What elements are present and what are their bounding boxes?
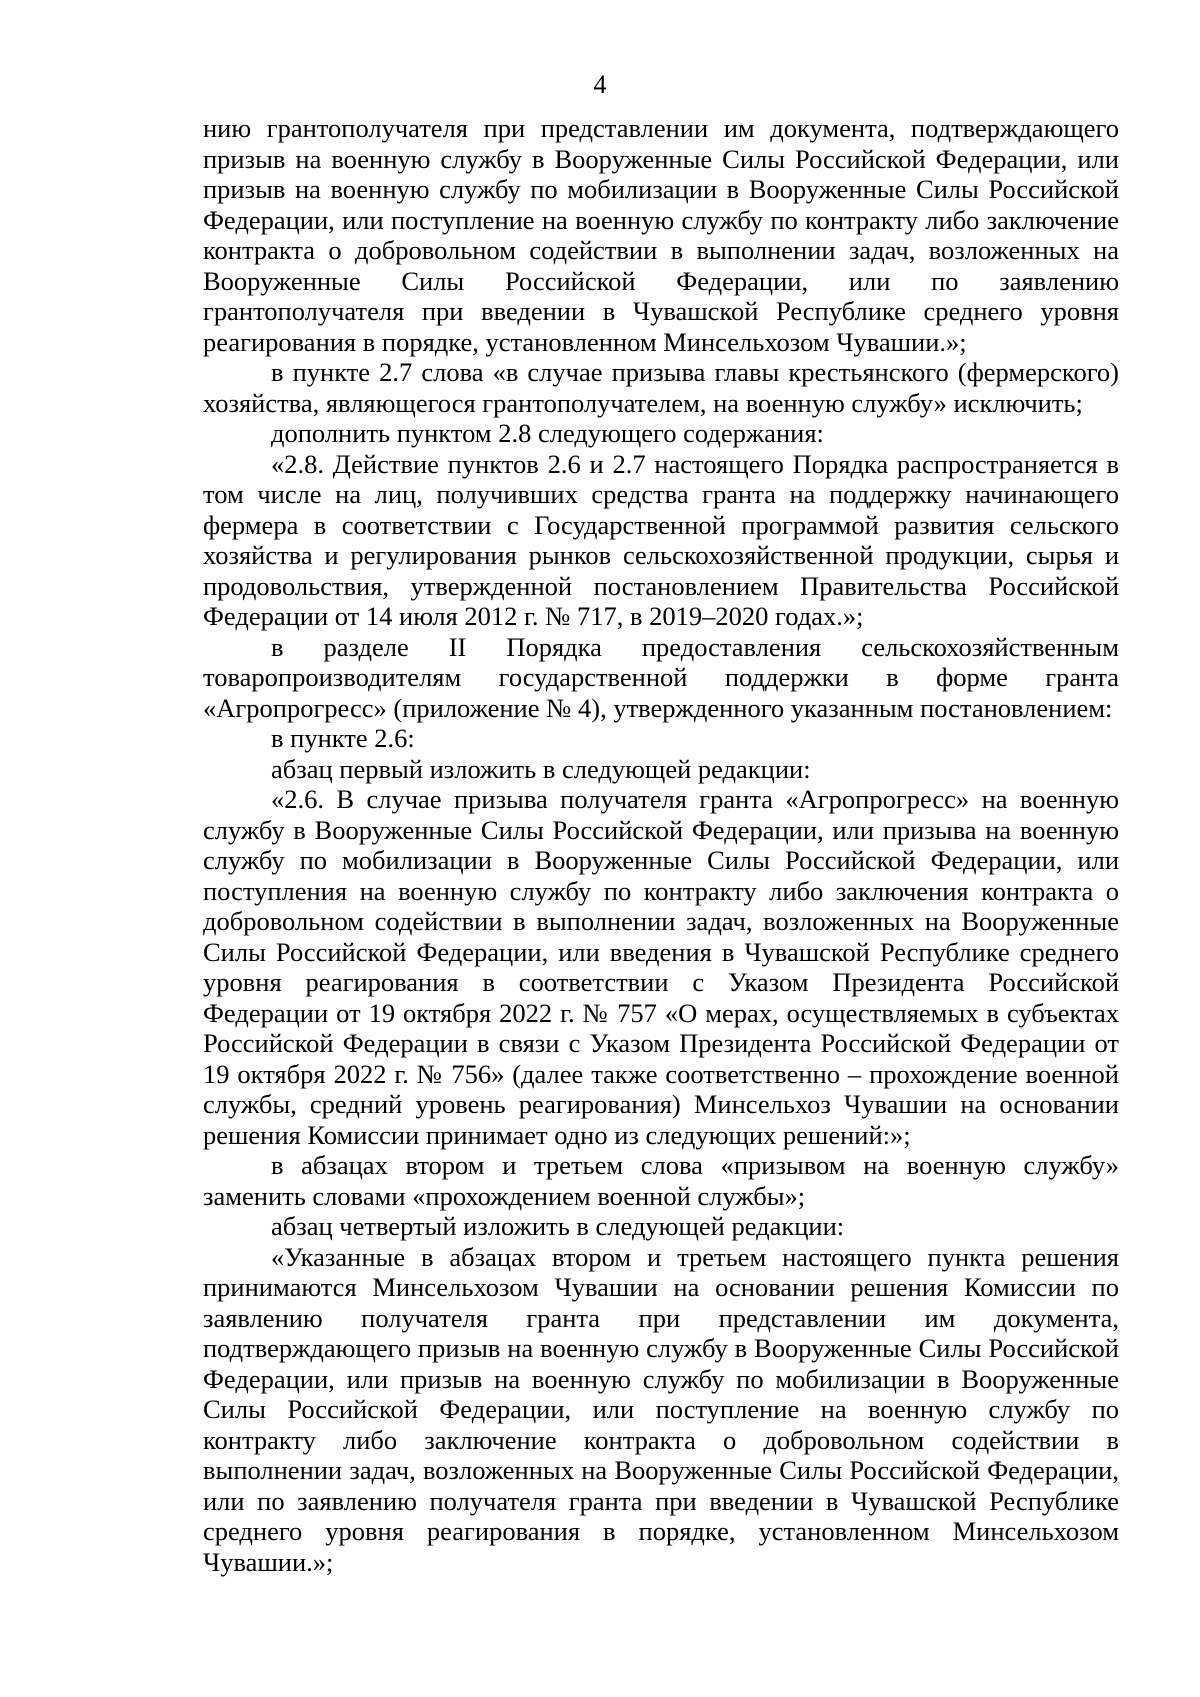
- page-number: 4: [593, 70, 607, 99]
- paragraph-1: нию грантополучателя при представлении им документа, подтверждающего призыв на военную службу в Вооруженные Силы Российской Федерации, или призыв на военную службу по мобилизации в Вооруженные Силы Российской Федерации, или поступление на военную службу по контракту либо заключение контракта о добровольном содействии в выполнении задач, возложенных на Вооруженные Силы Российской Федерации, или по заявлению грантополучателя при введении в Чувашской Республике среднего уровня реагирования в порядке, установленном Минсельхозом Чувашии.»;: [203, 113, 1119, 357]
- paragraph-4: «2.8. Действие пунктов 2.6 и 2.7 настоящего Порядка распространяется в том числе на лиц, получивших средства гранта на поддержку начинающего фермера в соответствии с Государственной программой развития сельского хозяйства и регулирования рынков сельскохозяйственной продукции, сырья и продовольствия, утвержденной постановлением Правительства Российской Федерации от 14 июля 2012 г. № 717, в 2019–2020 годах.»;: [203, 448, 1119, 631]
- paragraph-2: в пункте 2.7 слова «в случае призыва главы крестьянского (фермерского) хозяйства, являющегося грантополучателем, на военную службу» исключить;: [203, 357, 1119, 418]
- document-body: [203, 113, 1119, 1577]
- paragraph-7: абзац первый изложить в следующей редакции:: [271, 753, 811, 784]
- paragraph-9: в абзацах втором и третьем слова «призывом на военную службу» заменить словами «прохождением военной службы»;: [203, 1150, 1119, 1211]
- paragraph-10: абзац четвертый изложить в следующей редакции:: [271, 1211, 845, 1241]
- paragraph-3: дополнить пунктом 2.8 следующего содержания:: [271, 418, 824, 448]
- paragraph-8: «2.6. В случае призыва получателя гранта «Агропрогресс» на военную службу в Вооруженные Силы Российской Федерации, или призыва на военную службу по мобилизации в Вооруженные Силы Российской Федерации, или поступления на военную службу по контракту либо заключения контракта о добровольном содействии в выполнении задач, возложенных на Вооруженные Силы Российской Федерации, или введения в Чувашской Республике среднего уровня реагирования в соответствии с Указом Президента Российской Федерации от 19 октября 2022 г. № 757 «О мерах, осуществляемых в субъектах Российской Федерации в связи с Указом Президента Российской Федерации от 19 октября 2022 г. № 756» (далее также соответственно – прохождение военной службы, средний уровень реагирования) Минсельхоз Чувашии на основании решения Комиссии принимает одно из следующих решений:»;: [203, 784, 1119, 1150]
- paragraph-11: «Указанные в абзацах втором и третьем настоящего пункта решения принимаются Минсельхозом Чувашии на основании решения Комиссии по заявлению получателя гранта при представлении им документа, подтверждающего призыв на военную службу в Вооруженные Силы Российской Федерации, или призыв на военную службу по мобилизации в Вооруженные Силы Российской Федерации, или поступление на военную службу по контракту либо заключение контракта о добровольном содействии в выполнении задач, возложенных на Вооруженные Силы Российской Федерации, или по заявлению получателя гранта при введении в Чувашской Республике среднего уровня реагирования в порядке, установленном Минсельхозом Чувашии.»;: [203, 1241, 1119, 1577]
- paragraph-5: в разделе II Порядка предоставления сельскохозяйственным товаропроизводителям государственной поддержки в форме гранта «Агропрогресс» (приложение № 4), утвержденного указанным постановлением:: [203, 631, 1119, 723]
- paragraph-6: в пункте 2.6:: [271, 723, 415, 753]
